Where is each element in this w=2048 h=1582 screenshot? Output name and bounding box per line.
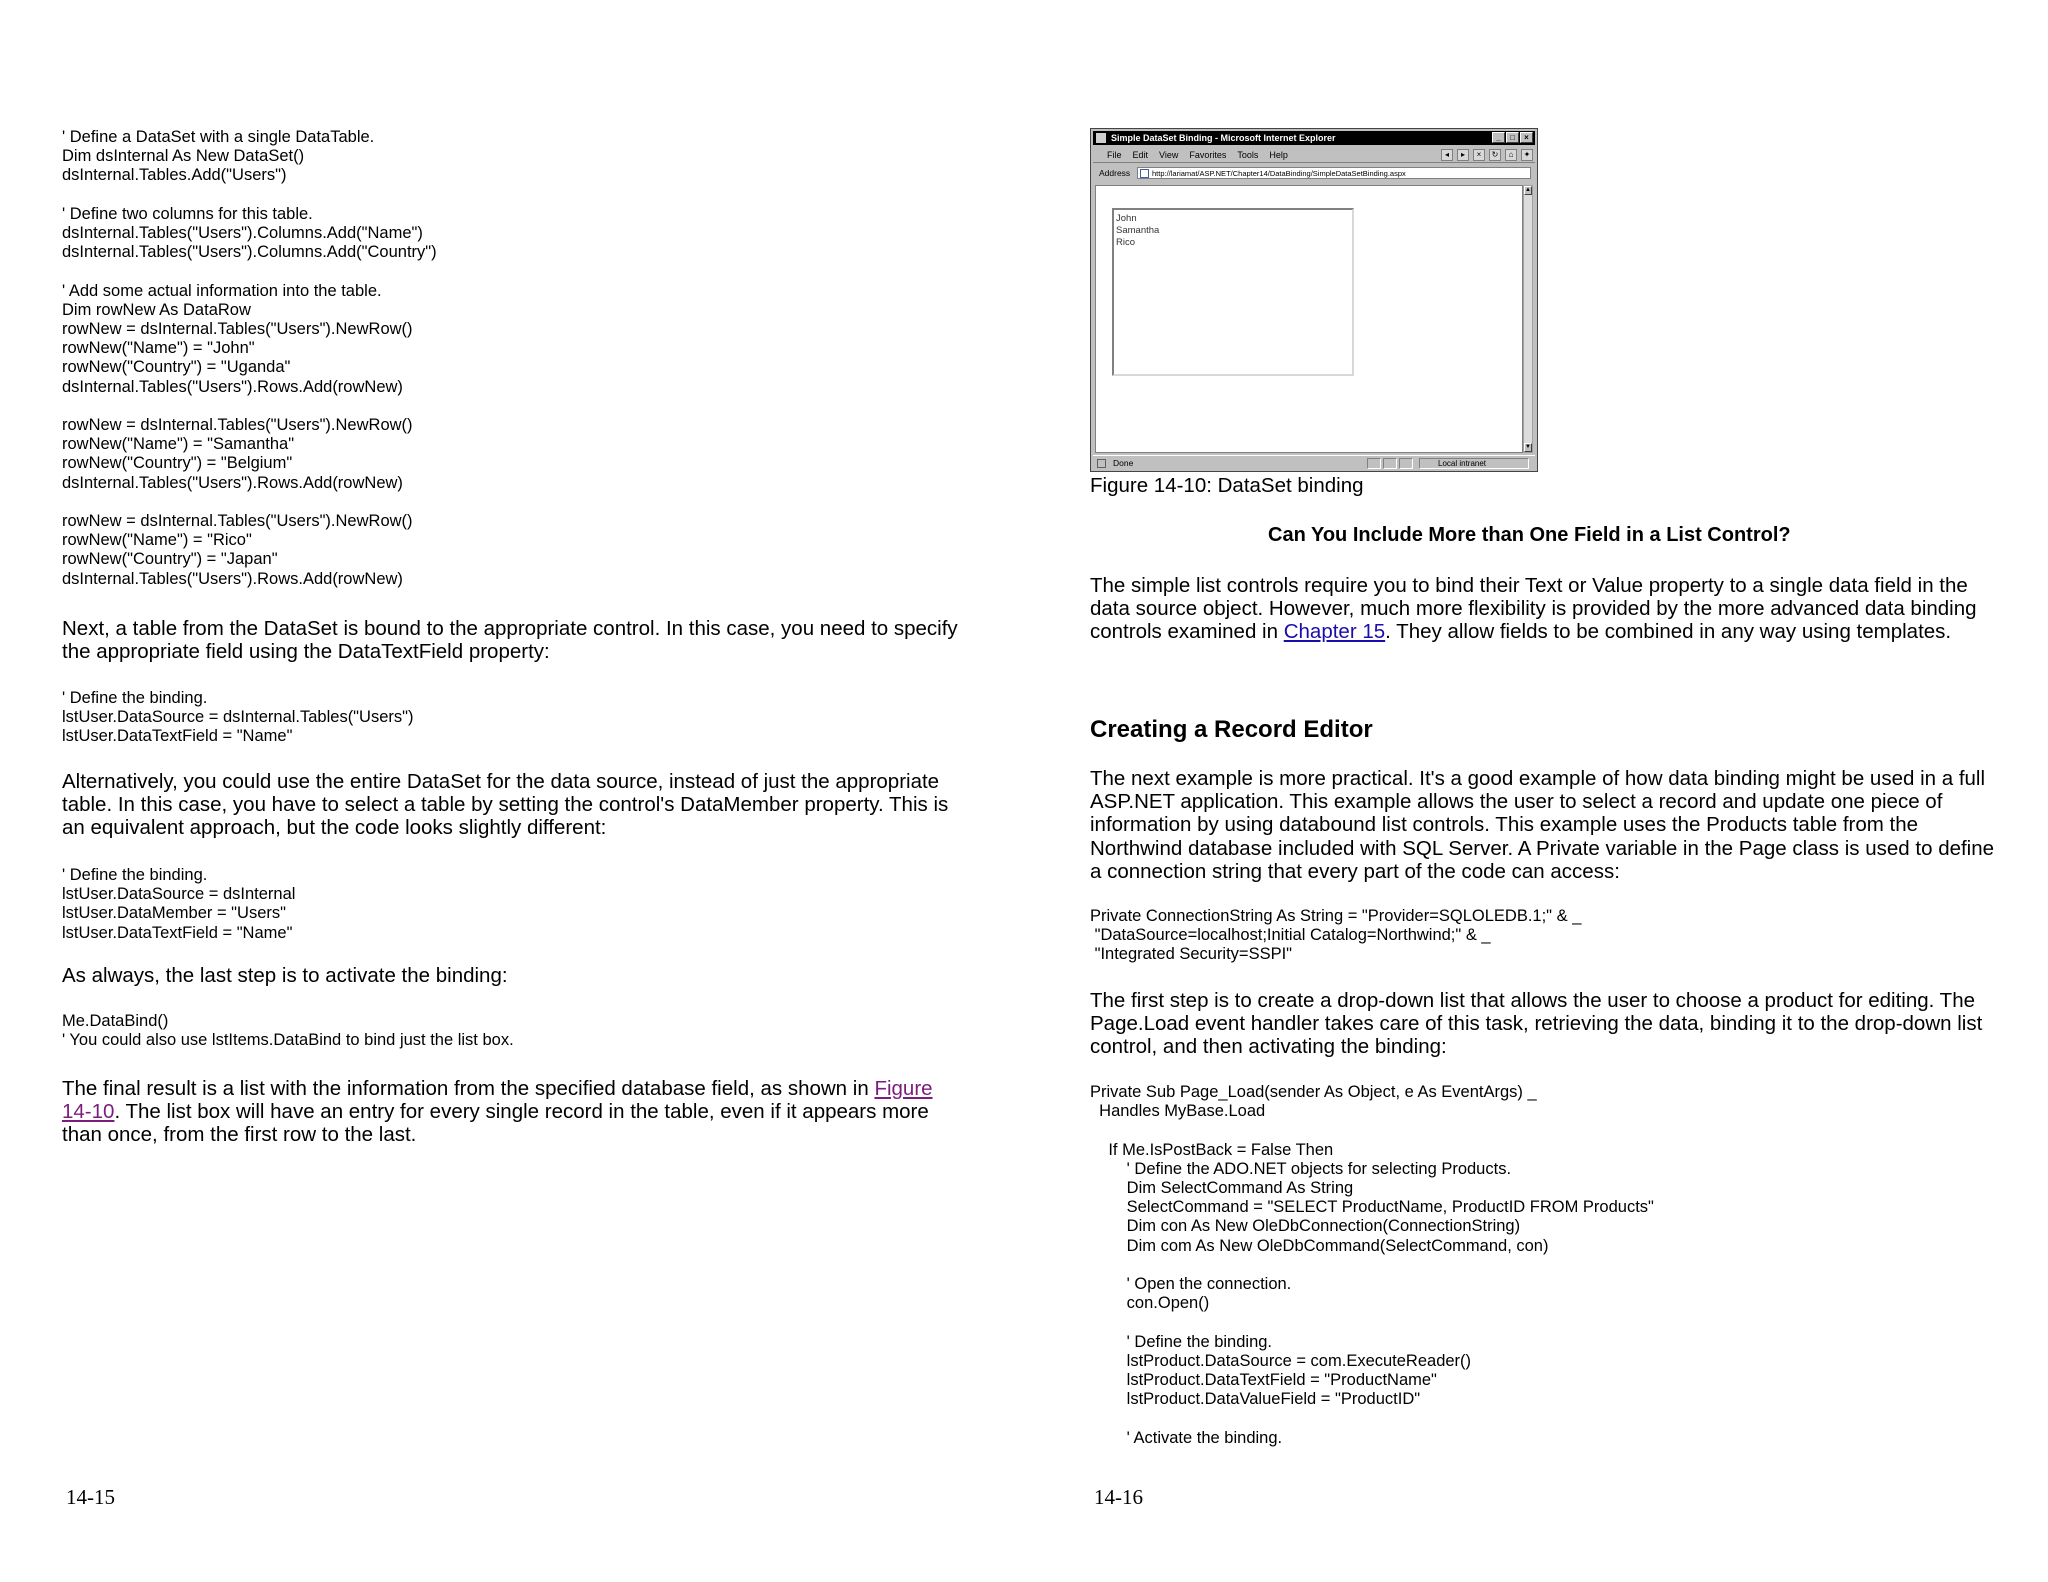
paragraph-activate-binding: As always, the last step is to activate the binding: [62, 964, 508, 987]
paragraph-dropdown: The first step is to create a drop-down list that allows the user to choose a product for editing. The Page.Load event handler takes care of this task, retrieving the data, binding it to the drop-down list control, and then activating the binding: [1090, 989, 1983, 1059]
browser-content-area [1095, 185, 1523, 453]
sidebar-paragraph [1090, 574, 2010, 644]
page-icon [1140, 169, 1149, 178]
paragraph-record-editor: The next example is more practical. It's a good example of how data binding might be used in a full ASP.NET application. This example allows the user to select a record and update one piece of information by using databound list controls. This example uses the Products table from the Northwind database included with SQL Server. A Private variable in the Page class is used to define a connection string that every part of the code can access: [1090, 767, 1995, 883]
forward-icon: ▸ [1457, 149, 1469, 161]
address-label: Address [1099, 168, 1131, 178]
menu-file: File [1107, 150, 1122, 160]
stop-icon: × [1473, 149, 1485, 161]
section-heading: Creating a Record Editor [1090, 716, 1373, 743]
browser-toolbar [1441, 147, 1533, 163]
list-item: Rico [1116, 237, 1136, 248]
home-icon: ⌂ [1505, 149, 1517, 161]
browser-status-bar [1093, 455, 1535, 470]
list-item: John [1116, 213, 1137, 224]
window-controls [1492, 132, 1533, 143]
status-cell [1399, 458, 1413, 469]
menu-tools: Tools [1237, 150, 1259, 160]
status-page-icon [1097, 459, 1106, 468]
back-icon: ◂ [1441, 149, 1453, 161]
status-cell [1367, 458, 1381, 469]
paragraph-final-result-text-b: . The list box will have an entry for every single record in the table, even if it appears more than once, from the first row to the last. [62, 1100, 929, 1147]
list-item: Samantha [1116, 225, 1160, 236]
browser-scrollbar [1523, 185, 1533, 453]
paragraph-final-result-text-a: The final result is a list with the information from the specified database field, as shown in [62, 1077, 875, 1100]
scroll-up-icon: ▲ [1525, 187, 1531, 193]
windows-logo-icon: ✦ [1521, 149, 1533, 161]
scroll-down-icon: ▼ [1525, 444, 1531, 450]
paragraph-final-result [62, 1077, 962, 1147]
page-number-left: 14-15 [66, 1485, 115, 1509]
sidebar-title: Can You Include More than One Field in a List Control? [1268, 524, 1791, 546]
sidebar-text-b: . They allow fields to be combined in any way using templates. [1385, 620, 1952, 644]
address-field [1137, 167, 1531, 179]
code-block-dataset-setup: ' Define a DataSet with a single DataTable. Dim dsInternal As New DataSet() dsInternal.Tables.Add("Users") ' Define two columns for this table. dsInternal.Tables("Users").Columns.Add("Name") dsInternal.Tables("Users").Columns.Add("Country") ' Add some actual information into the table. Dim rowNew As DataRow rowNew = dsInternal.Tables("Users").NewRow() rowNew("Name") = "John" rowNew("Country") = "Uganda" dsInternal.Tables("Users").Rows.Add(rowNew) rowNew = dsInternal.Tables("Users").NewRow() rowNew("Name") = "Samantha" rowNew("Country") = "Belgium" dsInternal.Tables("Users").Rows.Add(rowNew) rowNew = dsInternal.Tables("Users").NewRow() rowNew("Name") = "Rico" rowNew("Country") = "Japan" dsInternal.Tables("Users").Rows.Add(rowNew) [62, 128, 437, 588]
users-list-box [1112, 208, 1354, 376]
status-zone: Local intranet [1419, 458, 1529, 469]
figure-14-10-link[interactable]: Figure 14-10 [62, 1077, 933, 1124]
code-block-connection-string: Private ConnectionString As String = "Provider=SQLOLEDB.1;" & _ "DataSource=localhost;Initial Catalog=Northwind;" & _ "Integrated Security=SSPI" [1090, 907, 1582, 964]
browser-window-title: Simple DataSet Binding - Microsoft Internet Explorer [1111, 133, 1336, 143]
minimize-icon: _ [1492, 132, 1505, 143]
close-icon: × [1520, 132, 1533, 143]
paragraph-bind-table: Next, a table from the DataSet is bound to the appropriate control. In this case, you need to specify the appropriate field using the DataTextField property: [62, 617, 958, 664]
status-text: Done [1113, 458, 1134, 468]
code-block-page-load: Private Sub Page_Load(sender As Object, e As EventArgs) _ Handles MyBase.Load If Me.IsPostBack = False Then ' Define the ADO.NET objects for selecting Products. Dim SelectCommand As String SelectCommand = "SELECT ProductName, ProductID FROM Products" Dim con As New OleDbConnection(ConnectionString) Dim com As New OleDbCommand(SelectCommand, con) ' Open the connection. con.Open() ' Define the binding. lstProduct.DataSource = com.ExecuteReader() lstProduct.DataTextField = "ProductName" lstProduct.DataValueField = "ProductID" ' Activate the binding. [1090, 1083, 1654, 1447]
chapter-15-link[interactable]: Chapter 15 [1283, 620, 1386, 644]
browser-address-bar [1093, 165, 1535, 181]
menu-view: View [1159, 150, 1179, 160]
refresh-icon: ↻ [1489, 149, 1501, 161]
address-url: http://lariamat/ASP.NET/Chapter14/DataBinding/SimpleDataSetBinding.aspx [1152, 169, 1406, 178]
sidebar-text-a: The simple list controls require you to bind their Text or Value property to a single data field in the data source object. However, much more flexibility is provided by the more advanced data binding controls examined in [1090, 574, 1977, 644]
code-block-databind: Me.DataBind() ' You could also use lstItems.DataBind to bind just the list box. [62, 1012, 514, 1050]
status-cells [1367, 458, 1413, 469]
browser-title-bar [1093, 131, 1535, 145]
menu-help: Help [1269, 150, 1288, 160]
paragraph-datamember: Alternatively, you could use the entire DataSet for the data source, instead of just the appropriate table. In this case, you have to select a table by setting the control's DataMember property. This is an equivalent approach, but the code looks slightly different: [62, 770, 949, 840]
code-block-binding-datamember: ' Define the binding. lstUser.DataSource = dsInternal lstUser.DataMember = "Users" lstUser.DataTextField = "Name" [62, 866, 296, 942]
code-block-binding-table: ' Define the binding. lstUser.DataSource = dsInternal.Tables("Users") lstUser.DataTextField = "Name" [62, 689, 414, 746]
maximize-icon: □ [1506, 132, 1519, 143]
menu-favorites: Favorites [1189, 150, 1227, 160]
figure-caption: Figure 14-10: DataSet binding [1090, 474, 1364, 497]
page-number-right: 14-16 [1094, 1485, 1143, 1509]
status-cell [1383, 458, 1397, 469]
menu-edit: Edit [1132, 150, 1149, 160]
ie-icon [1096, 133, 1106, 143]
figure-browser-screenshot [1090, 128, 1538, 472]
